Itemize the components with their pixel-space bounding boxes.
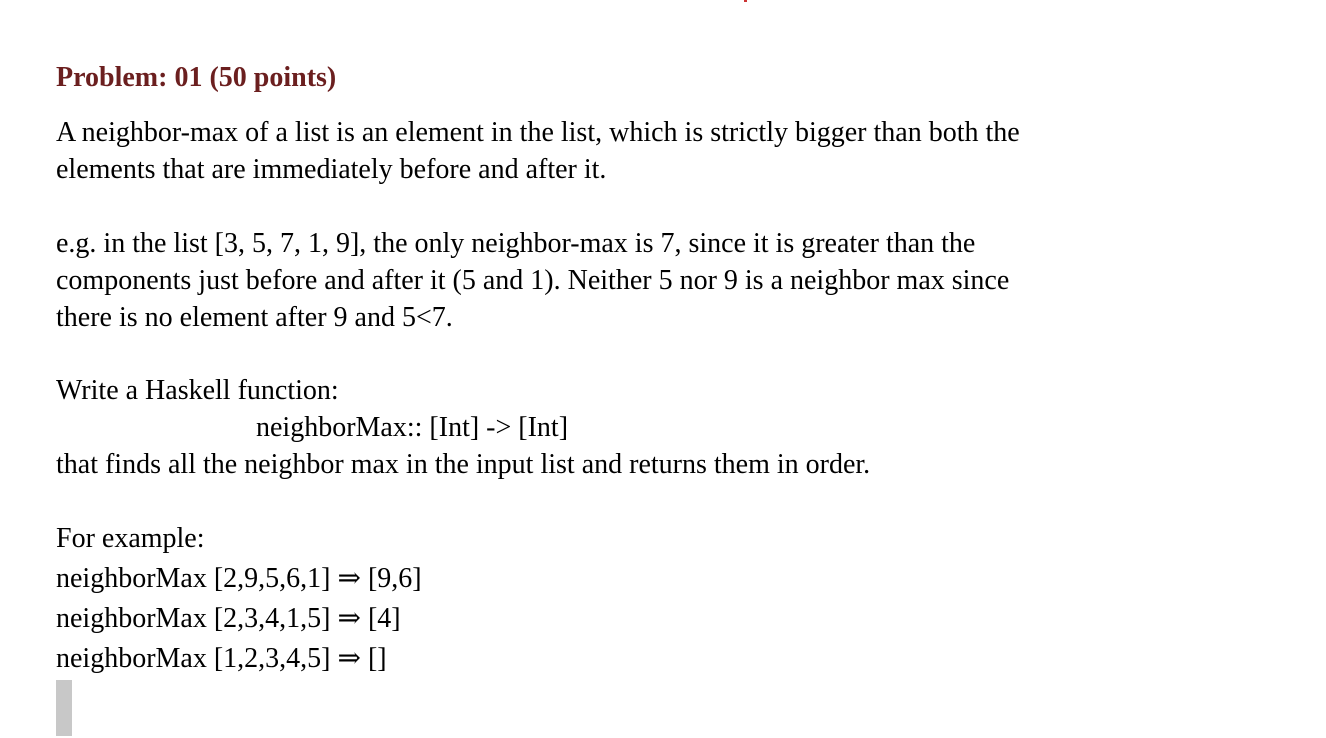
example-line: neighborMax [1,2,3,4,5] ⇒ [] (56, 643, 387, 674)
text-cursor[interactable] (56, 680, 72, 736)
example-line: neighborMax [2,3,4,1,5] ⇒ [4] (56, 603, 401, 634)
definition-line: elements that are immediately before and after it. (56, 154, 607, 185)
examples-intro: For example: (56, 523, 205, 554)
explanation-line: there is no element after 9 and 5<7. (56, 302, 453, 333)
example-explanation-paragraph (56, 225, 1009, 336)
task-paragraph (56, 372, 870, 483)
document-page (56, 0, 1296, 738)
problem-heading: Problem: 01 (50 points) (56, 62, 337, 93)
task-description: that finds all the neighbor max in the input list and returns them in order. (56, 449, 871, 480)
definition-line: A neighbor-max of a list is an element in the list, which is strictly bigger than both the (56, 117, 1020, 148)
function-signature: neighborMax:: [Int] -> [Int] (256, 412, 569, 443)
explanation-line: components just before and after it (5 and 1). Neither 5 nor 9 is a neighbor max since (56, 265, 1010, 296)
explanation-line: e.g. in the list [3, 5, 7, 1, 9], the only neighbor-max is 7, since it is greater than the (56, 228, 976, 259)
task-intro: Write a Haskell function: (56, 375, 339, 406)
example-line: neighborMax [2,9,5,6,1] ⇒ [9,6] (56, 563, 422, 594)
definition-paragraph (56, 114, 1020, 188)
examples-paragraph (56, 519, 422, 679)
